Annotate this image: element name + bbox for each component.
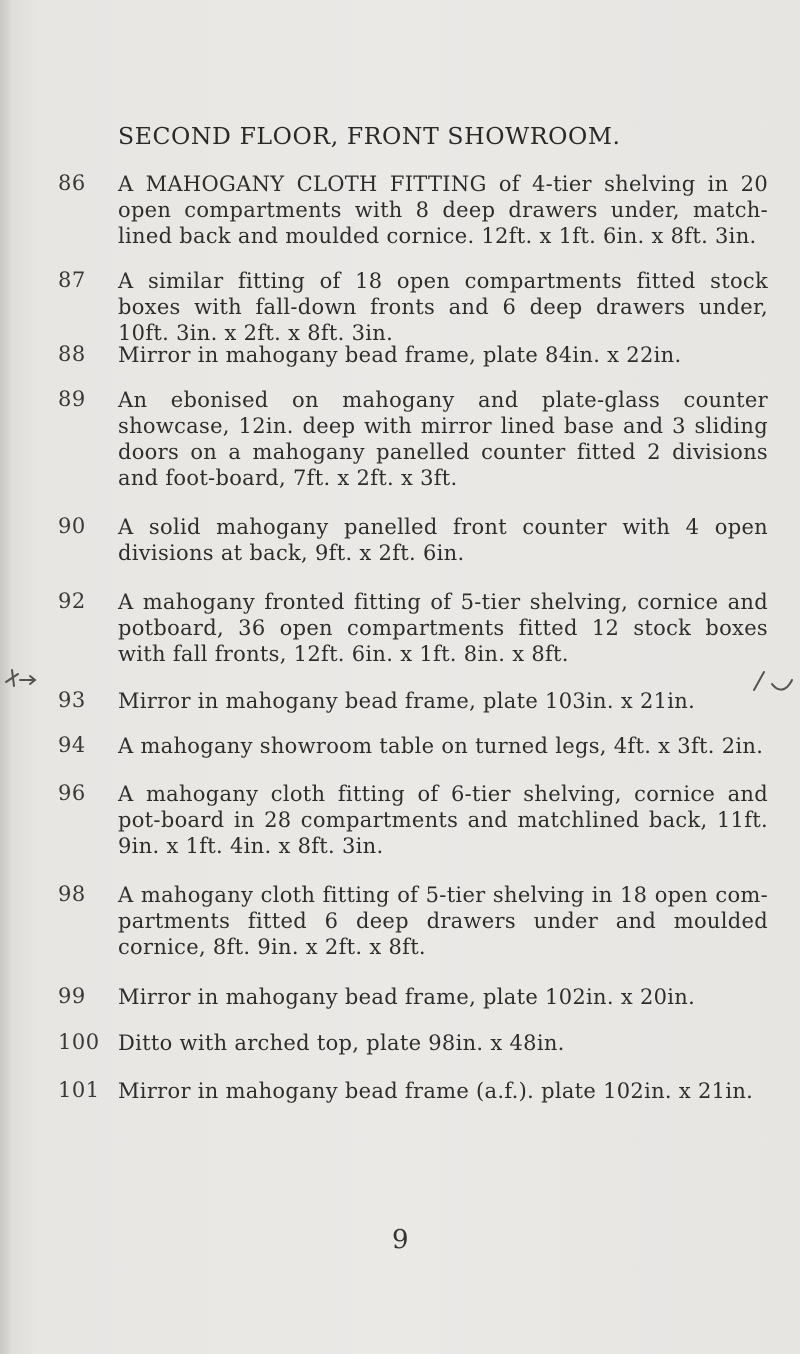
lot-number: 100 (58, 1030, 100, 1054)
lot-number: 89 (58, 387, 86, 411)
lot-description: Mirror in mahogany bead frame, plate 102in. x 20in. (118, 985, 696, 1009)
lot-number: 88 (58, 342, 86, 366)
lot-number: 94 (58, 733, 86, 757)
lot-number: 92 (58, 589, 86, 613)
lot-description: Mirror in mahogany bead frame, plate 84in. x 22in. (118, 343, 682, 367)
lot-description: Mirror in mahogany bead frame (a.f.). plate 102in. x 21in. (118, 1079, 754, 1103)
page-number: 9 (392, 1225, 409, 1255)
lot-number: 87 (58, 268, 86, 292)
lot-number: 101 (58, 1078, 100, 1102)
lot-number: 86 (58, 171, 86, 195)
lot-description: A mahogany fronted fitting of 5-tier shelving, cornice and potboard, 36 open compartments fitted 12 stock boxes with fall fronts, 12ft. 6in. x 1ft. 8in. x 8ft. (118, 590, 768, 666)
lot-number: 90 (58, 514, 86, 538)
lot-description: A solid mahogany panelled front counter with 4 open divisions at back, 9ft. x 2ft. 6in. (118, 515, 768, 565)
handwritten-tick-mark (752, 670, 796, 694)
lot-description: A MAHOGANY CLOTH FITTING of 4-tier shelving in 20 open compartments with 8 deep drawers under, match-lined back and moulded cornice. 12ft. x 1ft. 6in. x 8ft. 3in. (118, 172, 768, 248)
lot-description: A mahogany cloth fitting of 5-tier shelving in 18 open com-partments fitted 6 deep drawers under and moulded cornice, 8ft. 9in. x 2ft. x 8ft. (118, 883, 768, 959)
page-heading: SECOND FLOOR, FRONT SHOWROOM. (118, 122, 621, 150)
lot-number: 98 (58, 882, 86, 906)
lot-number: 93 (58, 688, 86, 712)
lot-number: 99 (58, 984, 86, 1008)
lot-description: A similar fitting of 18 open compartments fitted stock boxes with fall-down fronts and 6 deep drawers under, 10ft. 3in. x 2ft. x 8ft. 3in. (118, 269, 768, 345)
lot-description: Mirror in mahogany bead frame, plate 103in. x 21in. (118, 689, 696, 713)
lot-description: An ebonised on mahogany and plate-glass counter showcase, 12in. deep with mirror lined base and 3 sliding doors on a mahogany panelled counter fitted 2 divisions and foot-board, 7ft. x 2ft. x 3ft. (118, 388, 768, 490)
lot-description: A mahogany showroom table on turned legs, 4ft. x 3ft. 2in. (118, 734, 764, 758)
lot-number: 96 (58, 781, 86, 805)
handwritten-arrow-mark (4, 668, 44, 690)
lot-description: A mahogany cloth fitting of 6-tier shelving, cornice and pot-board in 28 compartments and matchlined back, 11ft. 9in. x 1ft. 4in. x 8ft. 3in. (118, 782, 768, 858)
lot-description: Ditto with arched top, plate 98in. x 48in. (118, 1031, 565, 1055)
